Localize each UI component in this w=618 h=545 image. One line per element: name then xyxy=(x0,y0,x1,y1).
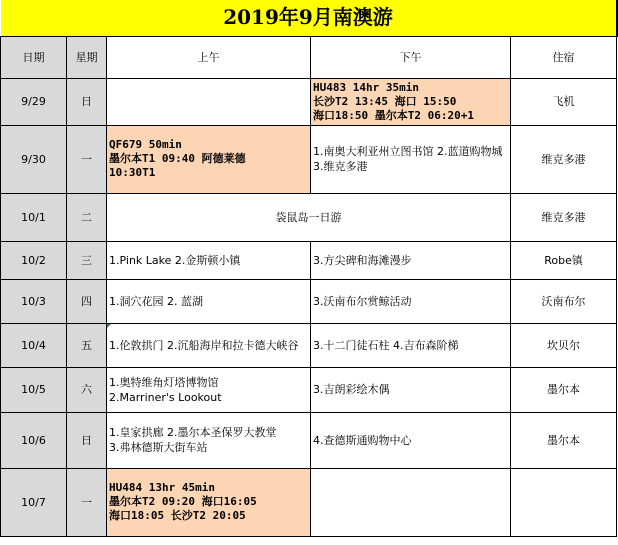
table-row xyxy=(1,193,617,241)
header-am[interactable]: 上午 xyxy=(107,36,311,78)
date-cell[interactable]: 9/30 xyxy=(1,125,67,193)
flight-line: 墨尔本T1 09:40 阿德莱德 xyxy=(109,152,246,165)
flight-line: 10:30T1 xyxy=(109,166,156,179)
weekday-cell[interactable]: 四 xyxy=(67,279,107,323)
am-cell[interactable]: 1.Pink Lake 2.金斯顿小镇 xyxy=(107,241,311,279)
table-row xyxy=(1,323,617,367)
date-cell[interactable]: 10/2 xyxy=(1,241,67,279)
am-line: 2.Marriner's Lookout xyxy=(109,390,222,404)
stay-cell[interactable] xyxy=(511,468,617,536)
date-cell[interactable]: 10/7 xyxy=(1,468,67,536)
table-row xyxy=(1,279,617,323)
am-cell[interactable] xyxy=(107,468,311,536)
stay-cell[interactable]: Robe镇 xyxy=(511,241,617,279)
stay-cell[interactable]: 墨尔本 xyxy=(511,412,617,468)
table-row xyxy=(1,78,617,125)
date-cell[interactable]: 10/3 xyxy=(1,279,67,323)
comment-marker-icon xyxy=(107,324,111,328)
stay-cell[interactable]: 飞机 xyxy=(511,78,617,125)
am-cell[interactable] xyxy=(107,323,311,367)
date-cell[interactable]: 10/6 xyxy=(1,412,67,468)
pm-cell[interactable] xyxy=(311,468,511,536)
stay-cell[interactable]: 坎贝尔 xyxy=(511,323,617,367)
date-cell[interactable]: 10/1 xyxy=(1,193,67,241)
flight-line: QF679 50min xyxy=(109,138,182,151)
full-day-cell[interactable]: 袋鼠岛一日游 xyxy=(107,193,511,241)
am-text: 1.伦敦拱门 2.沉船海岸和拉卡德大峡谷 xyxy=(109,338,299,352)
pm-cell[interactable]: 3.吉朗彩绘木偶 xyxy=(311,367,511,412)
stay-cell[interactable]: 维克多港 xyxy=(511,125,617,193)
header-stay[interactable]: 住宿 xyxy=(511,36,617,78)
sheet-title[interactable]: 2019年9月南澳游 xyxy=(1,0,617,36)
stay-cell[interactable]: 沃南布尔 xyxy=(511,279,617,323)
stay-cell[interactable]: 墨尔本 xyxy=(511,367,617,412)
date-cell[interactable]: 10/4 xyxy=(1,323,67,367)
am-line: 1.皇家拱廊 2.墨尔本圣保罗大教堂 xyxy=(109,426,277,439)
am-cell[interactable] xyxy=(107,367,311,412)
weekday-cell[interactable]: 三 xyxy=(67,241,107,279)
weekday-cell[interactable]: 五 xyxy=(67,323,107,367)
am-cell[interactable]: 1.洞穴花园 2. 蓝湖 xyxy=(107,279,311,323)
table-row xyxy=(1,412,617,468)
flight-line: 墨尔本T2 09:20 海口16:05 xyxy=(109,495,257,508)
weekday-cell[interactable]: 一 xyxy=(67,125,107,193)
table-row xyxy=(1,241,617,279)
pm-cell[interactable]: 3.方尖碑和海滩漫步 xyxy=(311,241,511,279)
weekday-cell[interactable]: 六 xyxy=(67,367,107,412)
pm-cell[interactable]: 4.查德斯通购物中心 xyxy=(311,412,511,468)
pm-cell[interactable]: 3.十二门徒石柱 4.吉布森阶梯 xyxy=(311,323,511,367)
header-weekday[interactable]: 星期 xyxy=(67,36,107,78)
flight-line: 长沙T2 13:45 海口 15:50 xyxy=(313,94,457,108)
table-row xyxy=(1,468,617,536)
weekday-cell[interactable]: 一 xyxy=(67,468,107,536)
header-pm[interactable]: 下午 xyxy=(311,36,511,78)
weekday-cell[interactable]: 日 xyxy=(67,412,107,468)
date-cell[interactable]: 9/29 xyxy=(1,78,67,125)
flight-line: 海口18:05 长沙T2 20:05 xyxy=(109,509,246,522)
table-row xyxy=(1,125,617,193)
weekday-cell[interactable]: 二 xyxy=(67,193,107,241)
flight-line: HU484 13hr 45min xyxy=(109,481,215,494)
pm-cell[interactable]: 3.沃南布尔赏鲸活动 xyxy=(311,279,511,323)
date-cell[interactable]: 10/5 xyxy=(1,367,67,412)
header-date[interactable]: 日期 xyxy=(1,36,67,78)
am-line: 1.奥特维角灯塔博物馆 xyxy=(109,375,219,389)
table-row xyxy=(1,367,617,412)
pm-cell[interactable] xyxy=(311,78,511,125)
weekday-cell[interactable]: 日 xyxy=(67,78,107,125)
am-line: 3.弗林德斯大街车站 xyxy=(109,441,208,454)
am-cell[interactable] xyxy=(107,78,311,125)
pm-cell[interactable]: 1.南奥大利亚州立图书馆 2.蓝道购物城 3.维克多港 xyxy=(311,125,511,193)
am-cell[interactable] xyxy=(107,412,311,468)
stay-cell[interactable]: 维克多港 xyxy=(511,193,617,241)
flight-line: 海口18:50 墨尔本T2 06:20+1 xyxy=(313,108,474,122)
flight-line: HU483 14hr 35min xyxy=(313,80,419,94)
am-cell[interactable] xyxy=(107,125,311,193)
